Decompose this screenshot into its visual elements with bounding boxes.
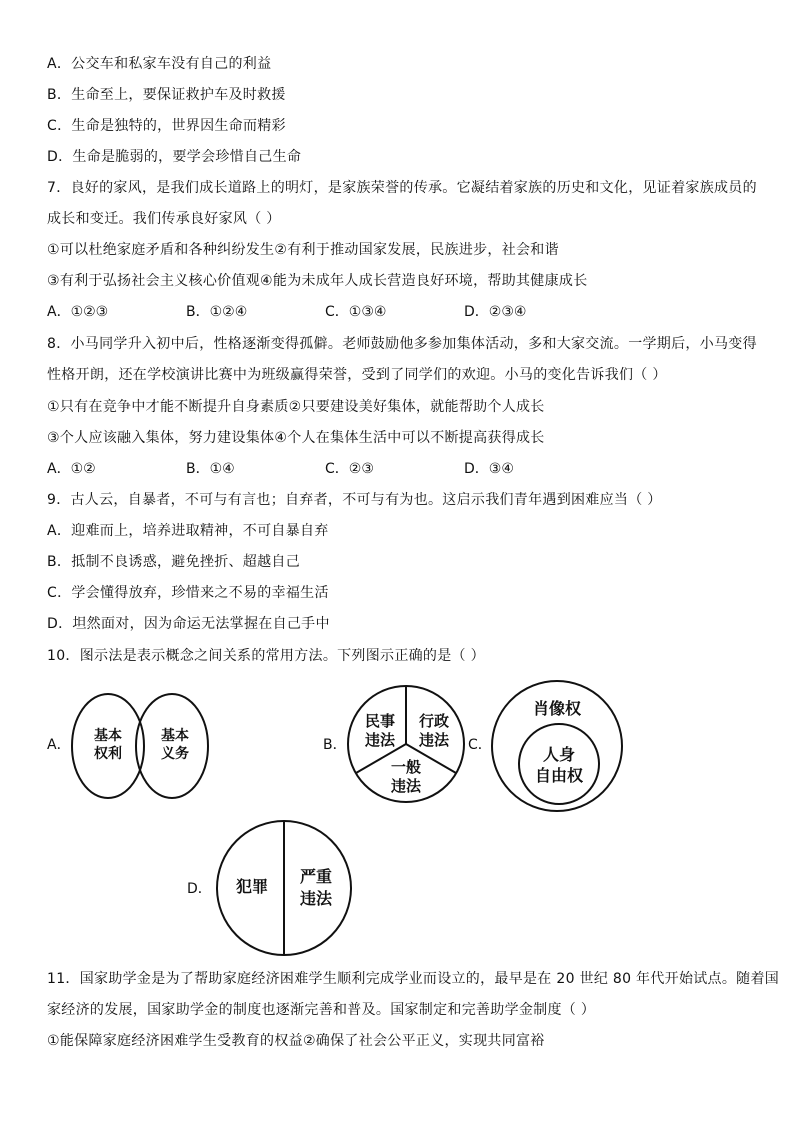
q11-stem-line-1: 11．国家助学金是为了帮助家庭经济困难学生顺利完成学业而设立的，最早是在 20 世纪 80 年代开始试点。随着国 (47, 971, 780, 987)
figure-d-split (214, 818, 354, 958)
figure-b-pie (345, 683, 467, 805)
label-basic-duties-1: 基本 (161, 728, 189, 744)
figure-c-nested (489, 678, 625, 814)
q7-stem-line-1: 7．良好的家风，是我们成长道路上的明灯，是家族荣誉的传承。它凝结着家族的历史和文化，见证着家族成员的 (47, 180, 757, 196)
q7-stem-line-2: 成长和变迁。我们传承良好家风（ ） (47, 211, 281, 227)
label-crime: 犯罪 (235, 877, 269, 896)
q10-label-c: C． (468, 737, 492, 753)
q9-option-d: D．坦然面对，因为命运无法掌握在自己手中 (47, 616, 330, 632)
q9-option-b: B．抵制不良诱惑，避免挫折、超越自己 (47, 554, 301, 570)
q9-option-c: C．学会懂得放弃，珍惜来之不易的幸福生活 (47, 585, 329, 601)
q10-label-a: A． (47, 737, 71, 753)
q6-option-c: C．生命是独特的，世界因生命而精彩 (47, 118, 286, 134)
label-basic-rights-2: 权利 (94, 746, 122, 762)
q7-statements-1: ①可以杜绝家庭矛盾和各种纠纷发生②有利于推动国家发展，民族进步，社会和谐 (47, 242, 559, 258)
q10-stem: 10．图示法是表示概念之间关系的常用方法。下列图示正确的是（ ） (47, 648, 485, 664)
circle-personal-freedom (519, 724, 599, 804)
label-administrative-violation-1: 行政 (418, 712, 450, 730)
label-personal-freedom-1: 人身 (542, 745, 576, 764)
q7-choice-c: C．①③④ (325, 304, 387, 320)
q8-stem-line-1: 8．小马同学升入初中后，性格逐渐变得孤僻。老师鼓励他多参加集体活动，多和大家交流。一学期后，小马变得 (47, 336, 757, 352)
label-basic-rights-1: 基本 (94, 728, 122, 744)
label-civil-violation-2: 违法 (364, 731, 396, 749)
q11-stem-line-2: 家经济的发展，国家助学金的制度也逐渐完善和普及。国家制定和完善助学金制度（ ） (47, 1002, 596, 1018)
q8-choice-b: B．①④ (186, 461, 235, 477)
q8-choice-c: C．②③ (325, 461, 374, 477)
q8-choice-a: A．①② (47, 461, 96, 477)
q7-choice-b: B．①②④ (186, 304, 248, 320)
q8-choice-d: D．③④ (464, 461, 514, 477)
q7-choice-a: A．①②③ (47, 304, 109, 320)
q8-statements-1: ①只有在竞争中才能不断提升自身素质②只要建设美好集体，就能帮助个人成长 (47, 399, 545, 415)
q9-option-a: A．迎难而上，培养进取精神，不可自暴自弃 (47, 523, 329, 539)
q6-option-b: B．生命至上，要保证救护车及时救援 (47, 87, 286, 103)
q10-label-b: B． (323, 737, 347, 753)
q6-option-a: A．公交车和私家车没有自己的利益 (47, 56, 272, 72)
label-general-violation-2: 违法 (390, 777, 422, 795)
label-general-violation-1: 一般 (390, 758, 422, 776)
q8-stem-line-2: 性格开朗，还在学校演讲比赛中为班级赢得荣誉，受到了同学们的欢迎。小马的变化告诉我们（ ） (47, 367, 667, 383)
q6-option-d: D．生命是脆弱的，要学会珍惜自己生命 (47, 149, 302, 165)
q9-stem: 9．古人云，自暴者，不可与有言也；自弃者，不可与有为也。这启示我们青年遇到困难应当（ ） (47, 492, 662, 508)
q11-statements-1: ①能保障家庭经济困难学生受教育的权益②确保了社会公平正义，实现共同富裕 (47, 1033, 545, 1049)
label-portrait-right: 肖像权 (532, 699, 582, 718)
q7-choice-d: D．②③④ (464, 304, 527, 320)
label-civil-violation-1: 民事 (364, 712, 396, 730)
q8-statements-2: ③个人应该融入集体，努力建设集体④个人在集体生活中可以不断提高获得成长 (47, 430, 545, 446)
label-serious-violation-2: 违法 (299, 889, 333, 908)
label-administrative-violation-2: 违法 (418, 731, 450, 749)
label-basic-duties-2: 义务 (161, 746, 189, 762)
figure-a-venn (68, 690, 214, 802)
q10-label-d: D． (187, 881, 212, 897)
label-personal-freedom-2: 自由权 (534, 766, 584, 785)
q7-statements-2: ③有利于弘扬社会主义核心价值观④能为未成年人成长营造良好环境，帮助其健康成长 (47, 273, 588, 289)
label-serious-violation-1: 严重 (299, 867, 333, 886)
